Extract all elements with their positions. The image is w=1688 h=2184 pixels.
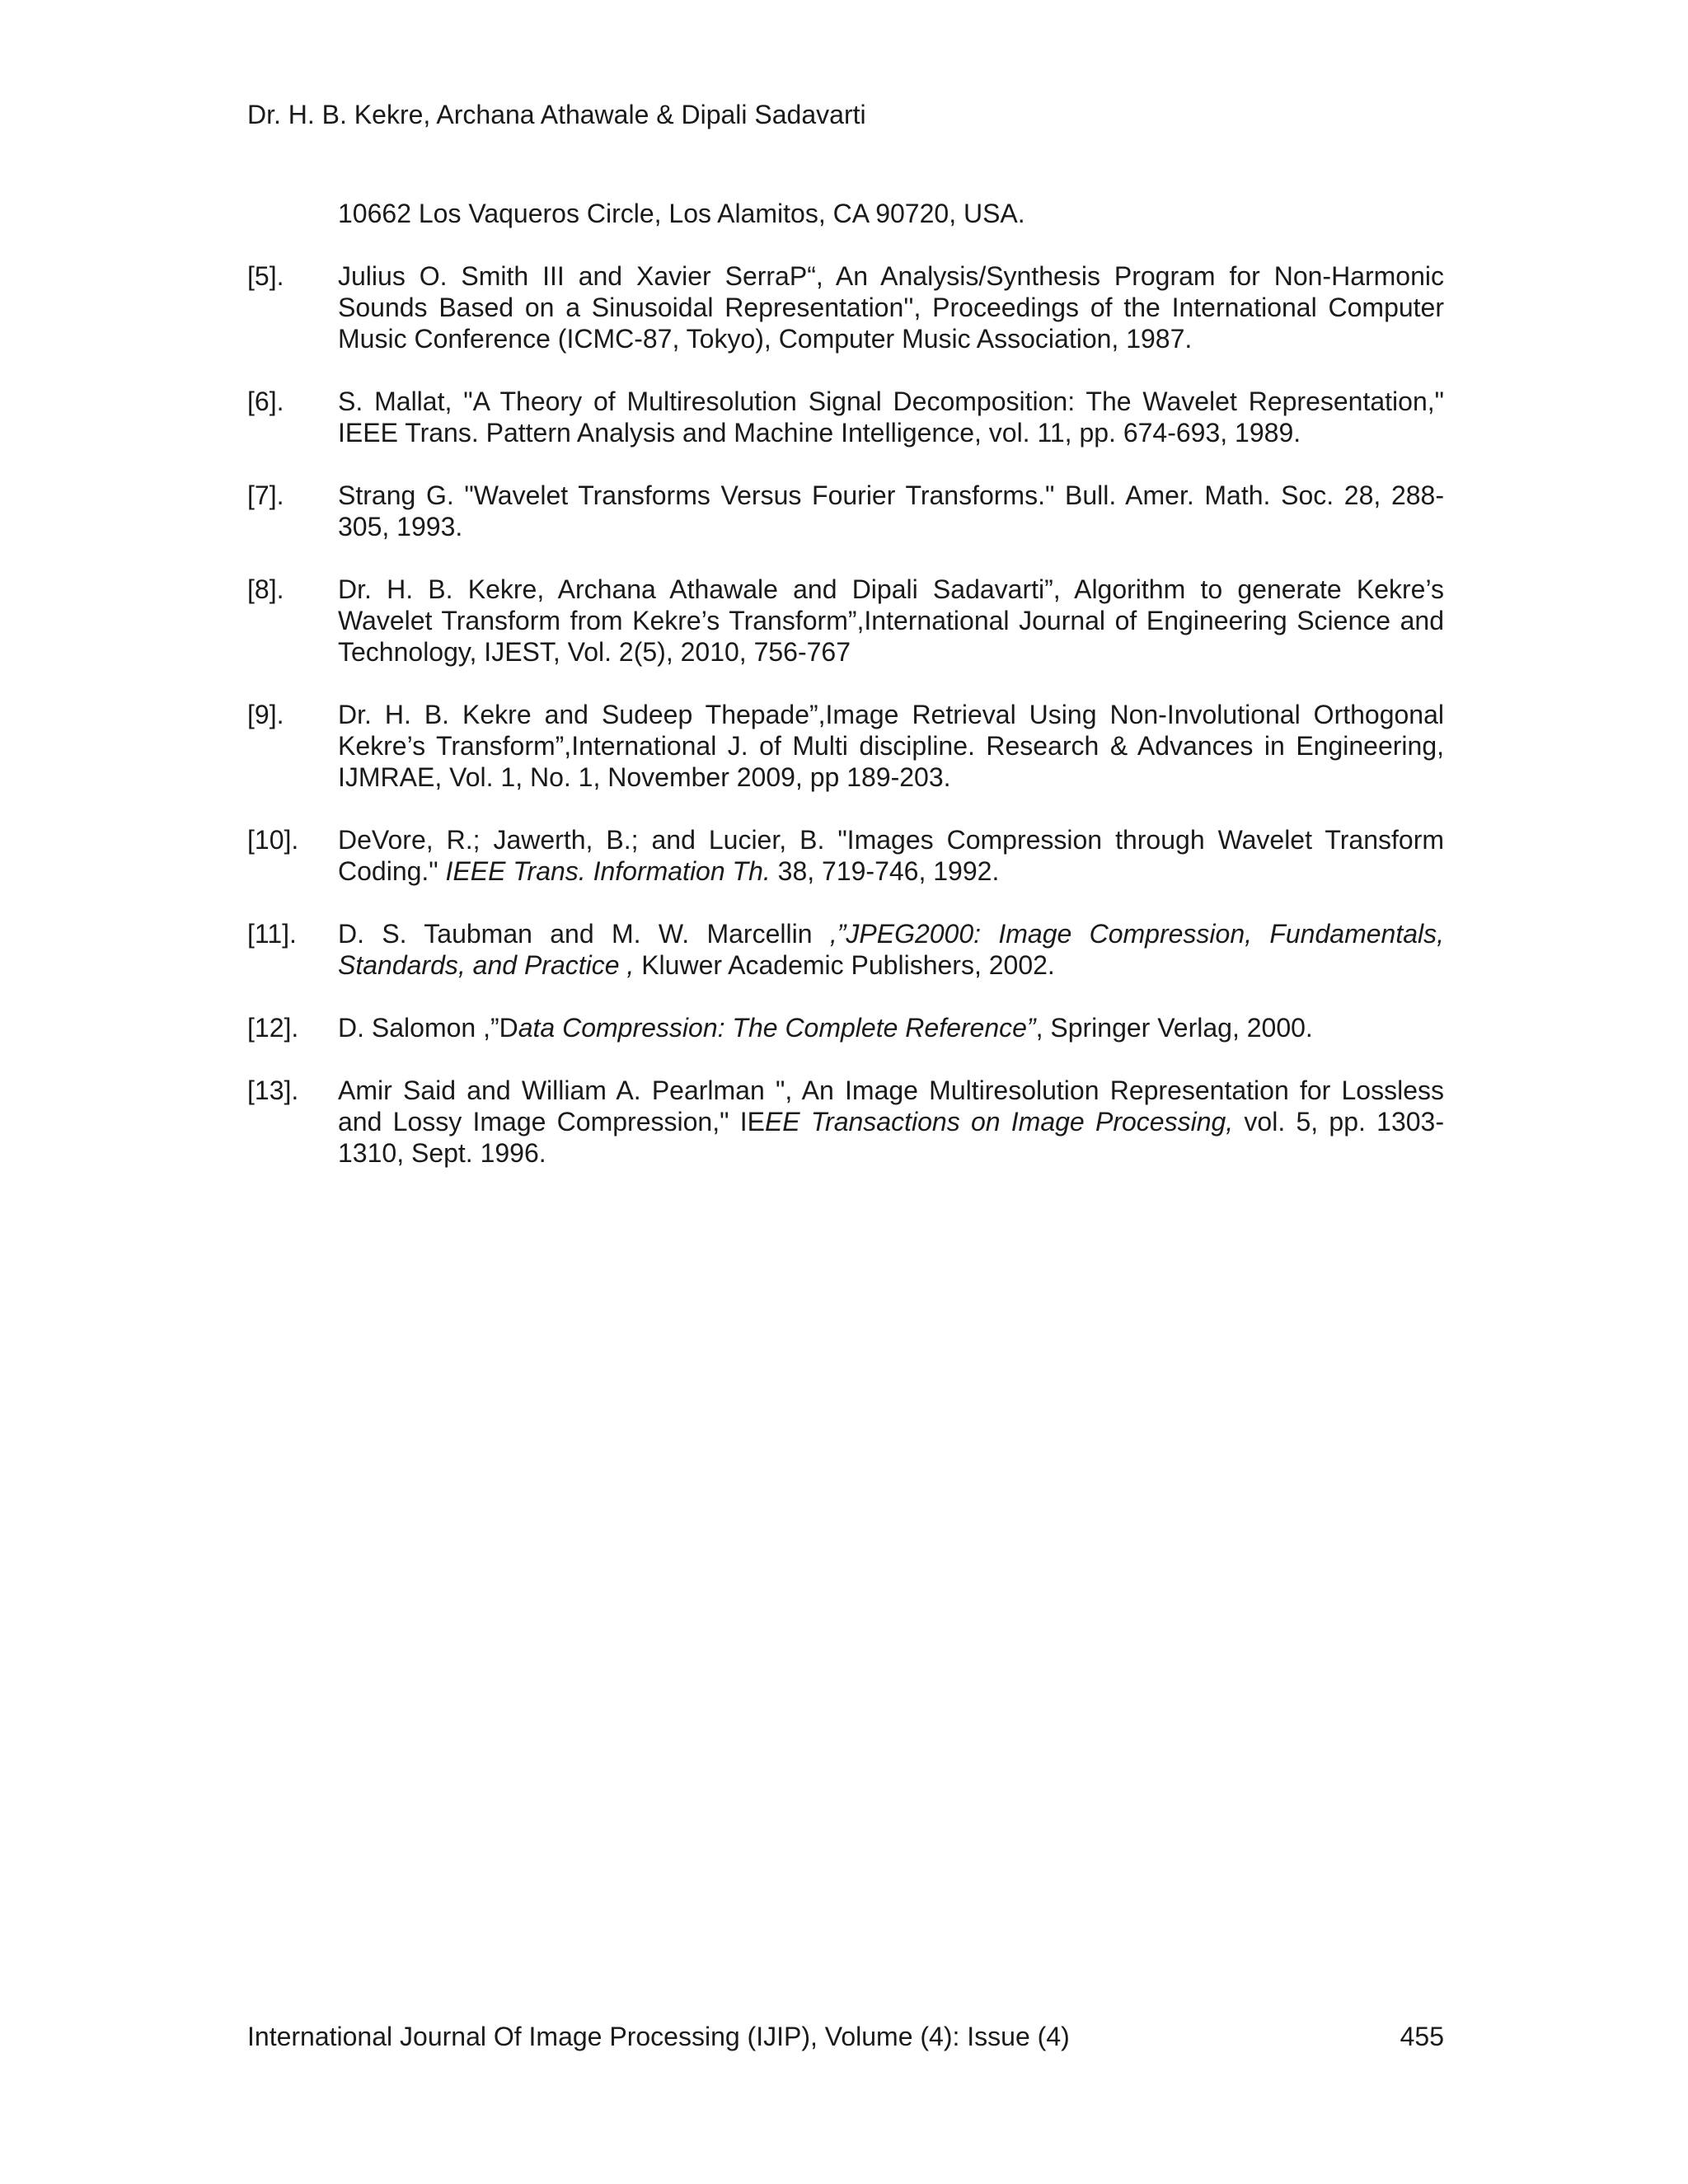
reference-9 — [247, 699, 1444, 793]
footer-journal-name: International Journal Of Image Processing (IJIP), Volume (4): Issue (4) — [247, 2022, 1070, 2051]
reference-continuation: 10662 Los Vaqueros Circle, Los Alamitos, CA 90720, USA. — [338, 199, 1025, 228]
reference-text: Strang G. "Wavelet Transforms Versus Fourier Transforms." Bull. Amer. Math. Soc. 28, 288-305, 1993. — [338, 480, 1444, 541]
journal-title: IEEE Trans. Information Th. — [445, 856, 771, 886]
reference-number: [12]. — [247, 1013, 299, 1043]
reference-text: D. Salomon ,”Data Compression: The Complete Reference”, Springer Verlag, 2000. — [338, 1013, 1313, 1043]
reference-text: D. S. Taubman and M. W. Marcellin ,”JPEG2000: Image Compression, Fundamentals, Standards, and Practice , Kluwer Academic Publishers, 2002. — [338, 919, 1445, 980]
book-title: ata Compression: The Complete Reference” — [518, 1013, 1036, 1043]
reference-text: Julius O. Smith III and Xavier SerraP“, An Analysis/Synthesis Program for Non-Harmonic Sounds Based on a Sinusoidal Representation'', Proceedings of the International Computer Music Conference (ICMC-87, Tokyo), Computer Music Association, 1987. — [338, 261, 1444, 354]
reference-number: [9]. — [247, 700, 284, 729]
reference-text: Dr. H. B. Kekre and Sudeep Thepade”,Image Retrieval Using Non-Involutional Orthogonal Kekre’s Transform”,International J. of Multi discipline. Research & Advances in Engineering, IJMRAE, Vol. 1, No. 1, November 2009, pp 189-203. — [338, 700, 1444, 792]
journal-title: EE Transactions on Image Processing, — [764, 1107, 1234, 1137]
reference-number: [6]. — [247, 387, 284, 416]
running-header-authors: Dr. H. B. Kekre, Archana Athawale & Dipali Sadavarti — [247, 100, 866, 129]
reference-text: S. Mallat, "A Theory of Multiresolution Signal Decomposition: The Wavelet Representation," IEEE Trans. Pattern Analysis and Machine Intelligence, vol. 11, pp. 674-693, 1989. — [338, 387, 1444, 448]
page-number: 455 — [1400, 2022, 1444, 2051]
reference-13 — [247, 1075, 1444, 1169]
reference-12 — [247, 1012, 1444, 1043]
book-title: ,”JPEG2000: Image Compression, Fundamentals, Standards, and Practice , — [338, 919, 1445, 980]
reference-number: [13]. — [247, 1076, 299, 1105]
reference-5 — [247, 260, 1444, 354]
reference-number: [7]. — [247, 480, 284, 510]
reference-7 — [247, 480, 1444, 542]
reference-number: [8]. — [247, 574, 284, 604]
reference-10 — [247, 824, 1444, 887]
reference-text: Amir Said and William A. Pearlman ", An Image Multiresolution Representation for Lossless and Lossy Image Compression," IEEE Transactions on Image Processing, vol. 5, pp. 1303-1310, Sept. 1996. — [338, 1076, 1444, 1168]
reference-6 — [247, 386, 1444, 448]
reference-11 — [247, 918, 1444, 981]
reference-8 — [247, 574, 1444, 668]
reference-number: [5]. — [247, 261, 284, 291]
reference-text: DeVore, R.; Jawerth, B.; and Lucier, B. "Images Compression through Wavelet Transform Coding." IEEE Trans. Information Th. 38, 719-746, 1992. — [338, 825, 1444, 886]
reference-number: [10]. — [247, 825, 299, 855]
reference-number: [11]. — [247, 919, 297, 949]
reference-text: Dr. H. B. Kekre, Archana Athawale and Dipali Sadavarti”, Algorithm to generate Kekre’s Wavelet Transform from Kekre’s Transform”,International Journal of Engineering Science and Technology, IJEST, Vol. 2(5), 2010, 756-767 — [338, 574, 1444, 667]
references-list — [247, 198, 1444, 1200]
